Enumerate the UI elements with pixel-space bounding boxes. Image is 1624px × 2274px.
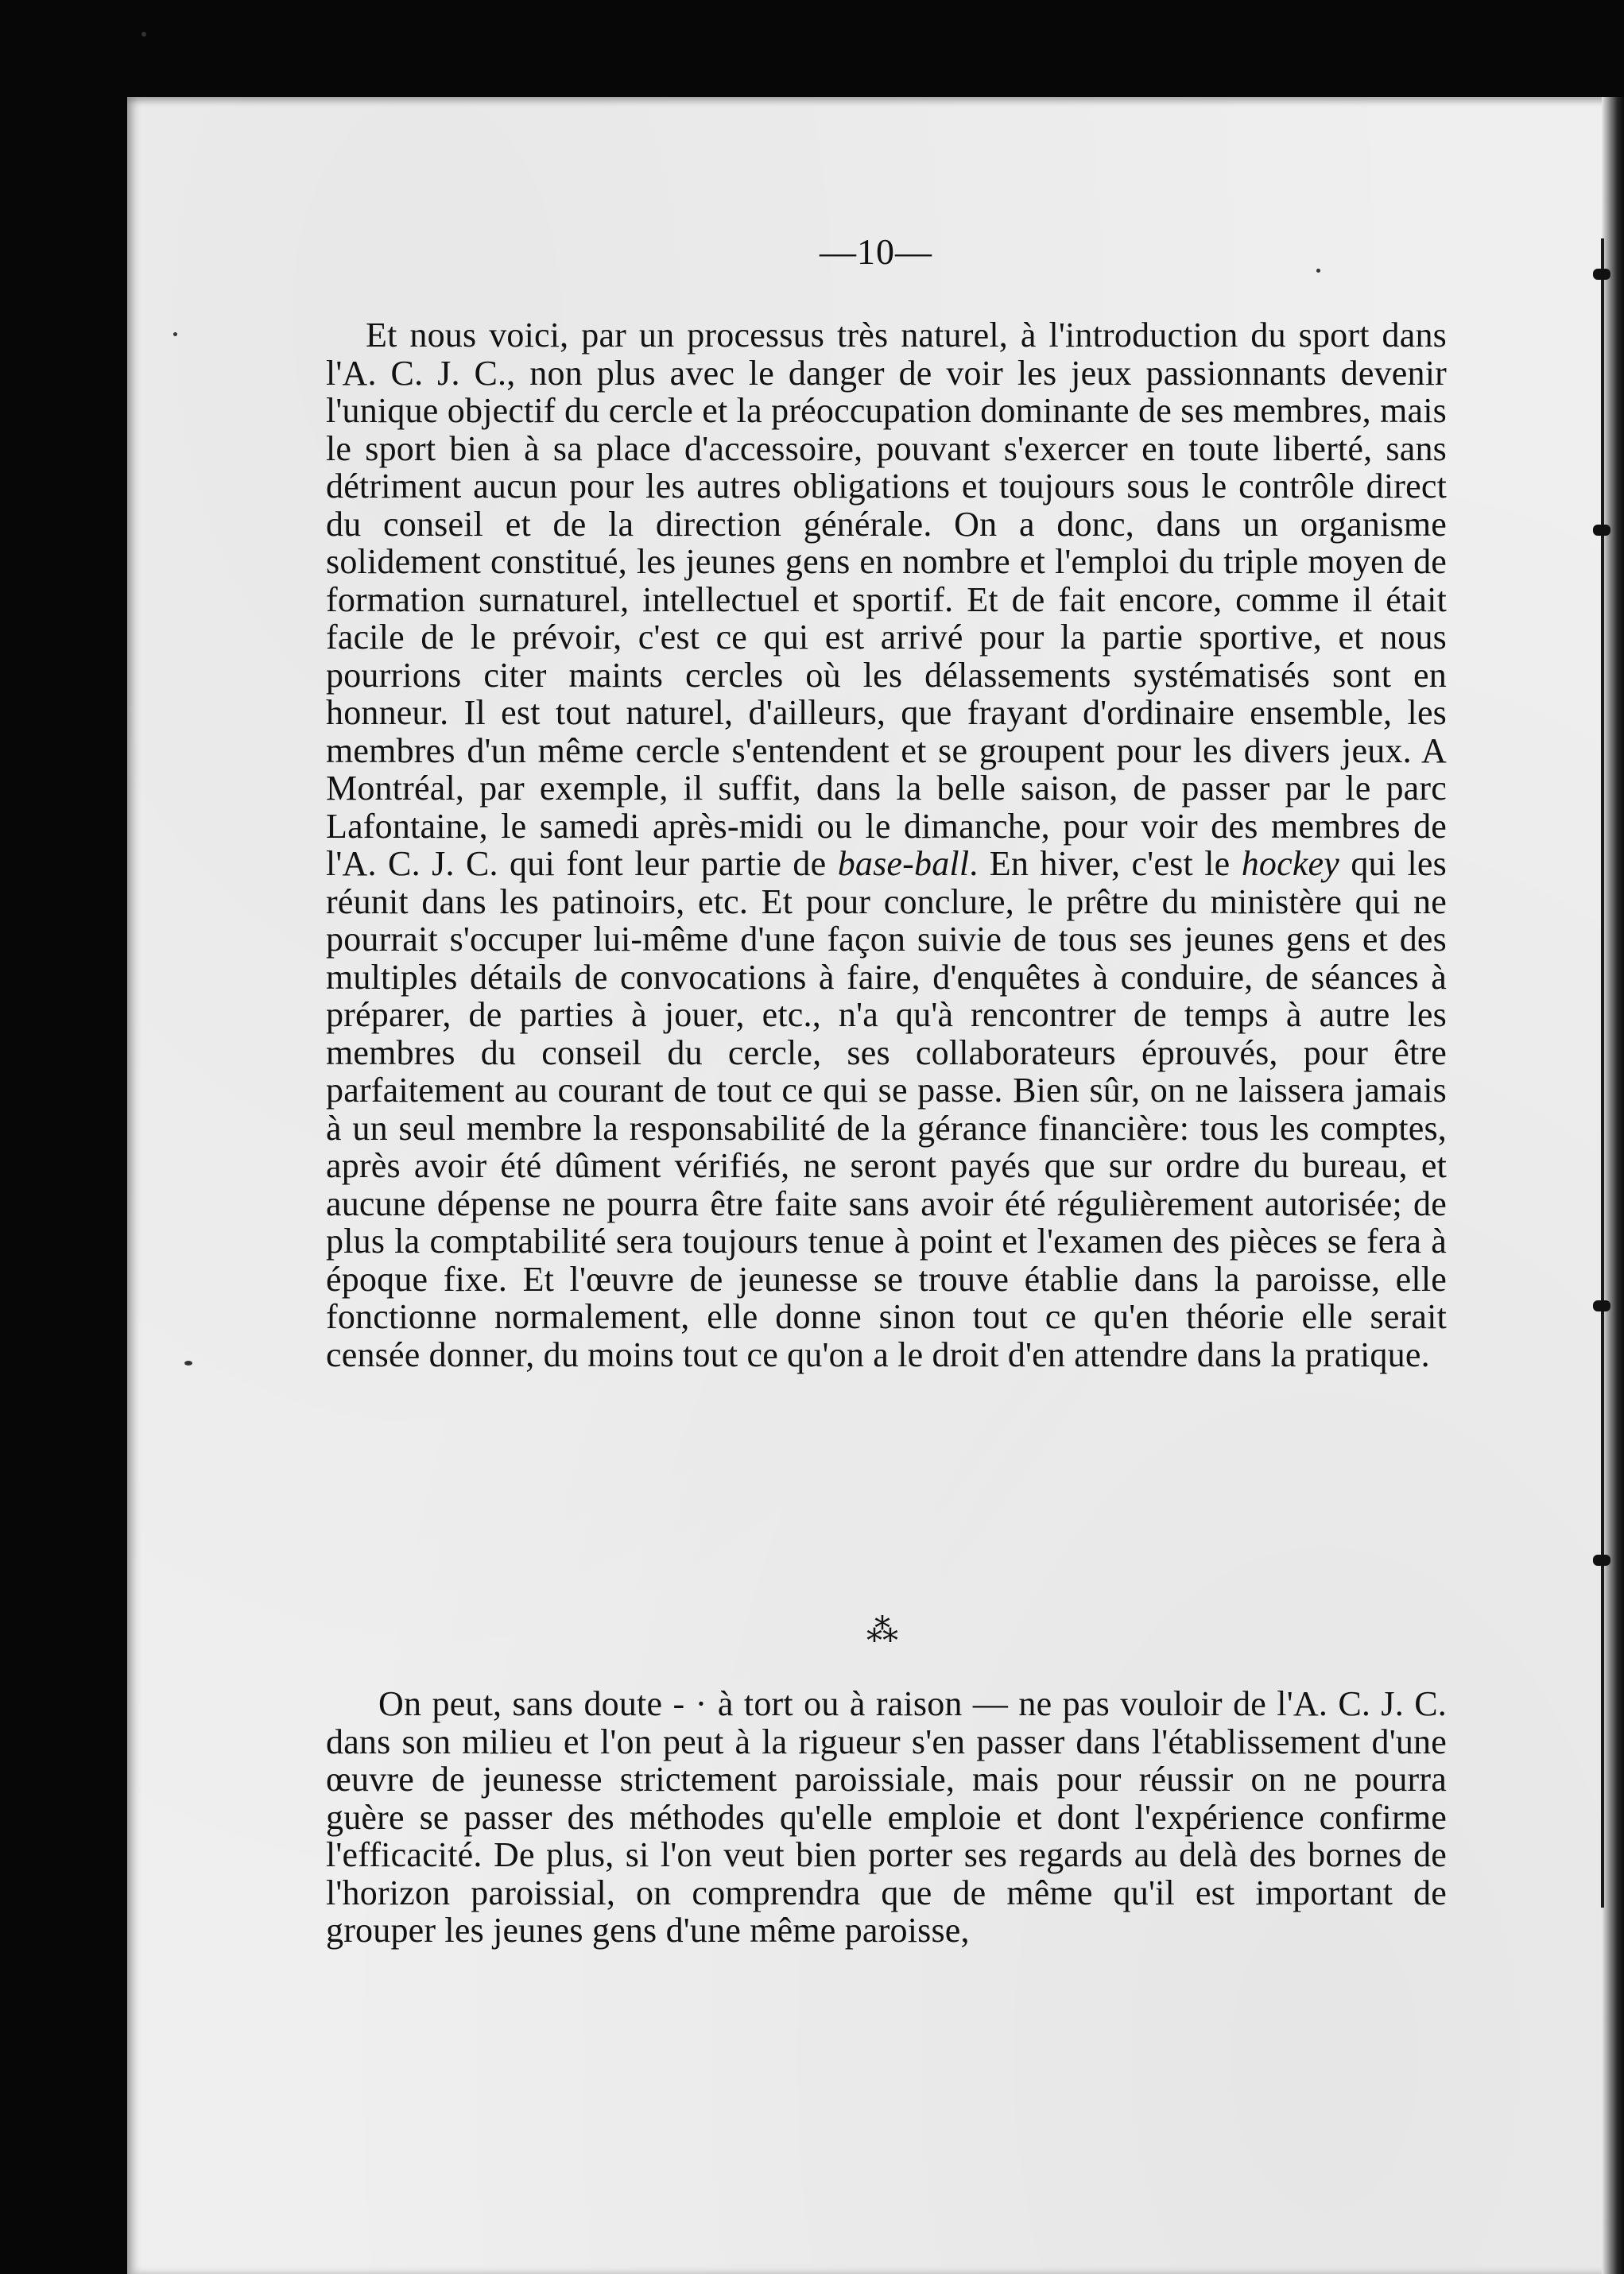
binding-mark (1593, 525, 1610, 536)
body-text (326, 316, 1447, 1373)
binding-mark (1593, 269, 1610, 280)
section-asterism: ⁂ (866, 1613, 898, 1648)
emphasis-hockey: hockey (1241, 844, 1340, 883)
emphasis-base-ball: base-ball (837, 844, 970, 883)
page-number: —10— (820, 231, 932, 272)
paragraph-1-text-c: qui les réunit dans les patinoirs, etc. Et pour conclure, le prêtre du ministère qui ne pourrait s'occuper lui-même d'une façon suivie de tous ses jeunes gens et des multiples détails de convocations à faire, d'enquêtes à conduire, de séances à préparer, de parties à jouer, etc., n'a qu'à rencontrer de temps à autre les membres du conseil du cercle, ses collaborateurs éprouvés, pour être parfaitement au courant de tout ce qui se passe. Bien sûr, on ne laissera jamais à un seul membre la responsabilité de la gérance financière: tous les comptes, après avoir été dûment vérifiés, ne seront payés que sur ordre du bureau, et aucune dépense ne pourra être faite sans avoir été régulièrement autorisée; de plus la comptabilité sera toujours tenue à point et l'examen des pièces se fera à époque fixe. Et l'œuvre de jeunesse se trouve établie dans la paroisse, elle fonctionne normalement, elle donne sinon tout ce qu'en théorie elle serait censée donner, du moins tout ce qu'on a le droit d'en attendre dans la pratique. (326, 844, 1447, 1374)
dust-speck (1316, 269, 1320, 273)
paragraph-1-text: Et nous voici, par un processus très naturel, à l'introduction du sport dans l'A. C. J. C., non plus avec le danger de voir les jeux passionnants devenir l'unique objectif du cercle et la préoccupation dominante de ses membres, mais le sport bien à sa place d'accessoire, pouvant s'exercer en toute liberté, sans détriment aucun pour les autres obligations et toujours sous le contrôle direct du conseil et de la direction générale. On a donc, dans un organisme solidement constitué, les jeunes gens en nombre et l'emploi du triple moyen de formation surnaturel, intellectuel et sportif. Et de fait encore, comme il était facile de le prévoir, c'est ce qui est arrivé pour la partie sportive, et nous pourrions citer maints cercles où les délassements systématisés sont en honneur. Il est tout naturel, d'ailleurs, que frayant d'ordinaire ensemble, les membres d'un même cercle s'entendent et se groupent pour les divers jeux. A Montréal, par exemple, il suffit, dans la belle saison, de passer par le parc Lafontaine, le samedi après-midi ou le dimanche, pour voir des membres de l'A. C. J. C. qui font leur partie de (326, 316, 1447, 883)
dust-speck (184, 1361, 192, 1366)
paragraph-1-text-b: . En hiver, c'est le (969, 844, 1231, 883)
paragraph-1 (326, 316, 1447, 1373)
binding-mark (1593, 1300, 1610, 1311)
page-edge-shadow (1602, 97, 1624, 2274)
dust-speck (141, 32, 146, 37)
binding-mark (1593, 1555, 1610, 1566)
dust-speck (173, 332, 177, 336)
paragraph-2: On peut, sans doute - · à tort ou à raison — ne pas vouloir de l'A. C. J. C. dans son milieu et l'on peut à la rigueur s'en passer dans l'établissement d'une œuvre de jeunesse strictement paroissiale, mais pour réussir on ne pourra guère se passer des méthodes qu'elle emploie et dont l'expérience confirme l'efficacité. De plus, si l'on veut bien porter ses regards au delà des bornes de l'horizon paroissial, on comprendra que de même qu'il est important de grouper les jeunes gens d'une même paroisse, (326, 1684, 1447, 1950)
binding-line (1601, 238, 1604, 1908)
body-text-continued (326, 1685, 1447, 1950)
